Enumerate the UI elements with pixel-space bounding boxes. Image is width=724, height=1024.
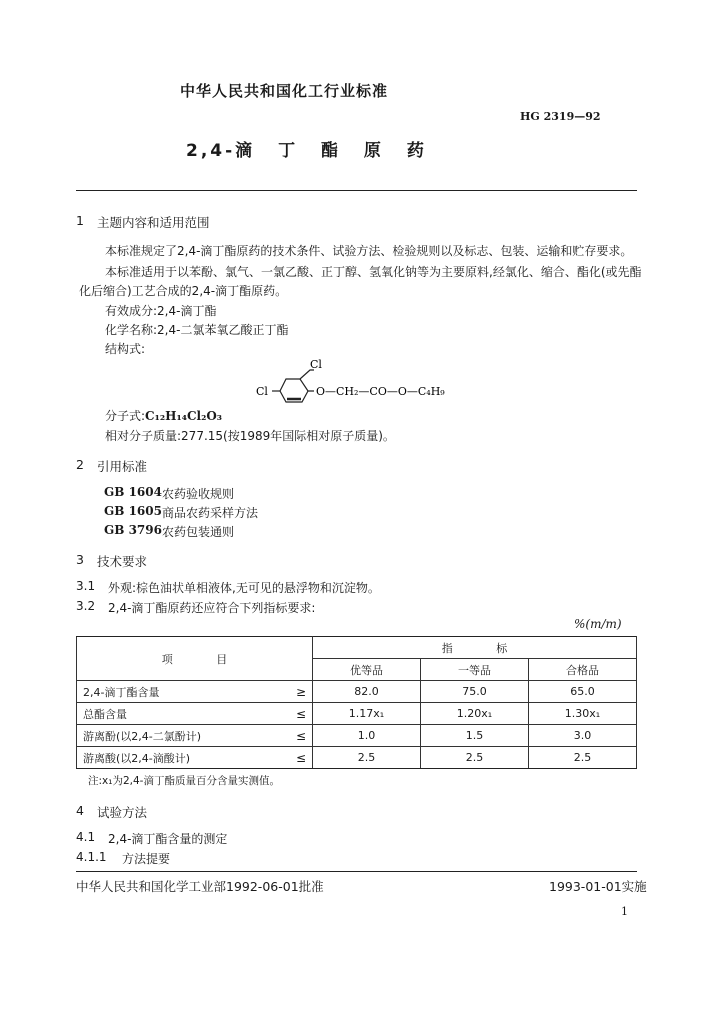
clause-3-1-number: 3.1 [76,579,96,593]
specification-table [76,636,637,769]
reference-title-2: 商品农药采样方法 [162,506,259,520]
row-name: 游离酚(以2,4-二氯酚计) [77,725,271,747]
section-4-number: 4 [76,803,84,818]
scope-paragraph-1: 本标准规定了2,4-滴丁酯原药的技术条件、试验方法、检验规则以及标志、包装、运输和贮存要求。 [105,244,633,258]
table-row [77,681,637,703]
grade-first: 一等品 [421,659,529,681]
row-name: 总酯含量 [77,703,271,725]
section-2-number: 2 [76,457,84,472]
formula-value: C₁₂H₁₄Cl₂O₃ [145,409,223,423]
reference-code-3: GB 3796 [104,523,162,537]
section-3-heading: 技术要求 [97,554,148,569]
unit-label: %(m/m) [574,617,622,631]
section-2-heading: 引用标准 [97,459,148,474]
scope-paragraph-2-line-1: 本标准适用于以苯酚、氯气、一氯乙酸、正丁醇、氢氧化钠等为主要原料,经氯化、缩合、酯化(或先酯 [105,265,642,279]
molecular-formula [105,407,222,424]
row-value-first: 1.20x₁ [421,703,529,725]
clause-4-1-1-text: 方法提要 [122,852,171,866]
row-value-qualified: 65.0 [529,681,637,703]
page-number: 1 [621,905,628,918]
row-name: 2,4-滴丁酯含量 [77,681,271,703]
grade-superior: 优等品 [313,659,421,681]
reference-title-1: 农药验收规则 [162,487,235,501]
row-symbol: ≤ [270,747,313,769]
benzene-ring [272,370,314,402]
chlorine-left-label: Cl [256,385,268,398]
molecular-weight: 相对分子质量:277.15(按1989年国际相对原子质量)。 [105,429,395,443]
active-ingredient: 有效成分:2,4-滴丁酯 [105,304,217,318]
clause-3-2-text: 2,4-滴丁酯原药还应符合下列指标要求: [108,601,316,615]
chlorine-top-label: Cl [310,358,322,371]
table-header-row [77,637,637,659]
structural-formula [250,352,490,408]
section-1-heading: 主题内容和适用范围 [97,215,210,230]
reference-code-1: GB 1604 [104,485,162,499]
approval-line: 中华人民共和国化学工业部1992-06-01批准 [76,879,324,894]
row-value-superior: 1.17x₁ [313,703,421,725]
clause-4-1-number: 4.1 [76,830,96,844]
document-title: 2,4-滴 丁 酯 原 药 [186,141,427,161]
side-chain-label: O—CH₂—CO—O—C₄H₉ [316,385,445,398]
row-value-first: 75.0 [421,681,529,703]
clause-4-1-1-number: 4.1.1 [76,850,107,864]
row-value-first: 2.5 [421,747,529,769]
table-row [77,725,637,747]
structure-label: 结构式: [105,342,146,356]
clause-4-1-text: 2,4-滴丁酯含量的测定 [108,832,228,846]
reference-code-2: GB 1605 [104,504,162,518]
header-item: 项 目 [77,637,313,681]
header-index: 指 标 [313,637,637,659]
row-name: 游离酸(以2,4-滴酸计) [77,747,271,769]
reference-title-3: 农药包装通则 [162,525,235,539]
grade-qualified: 合格品 [529,659,637,681]
row-symbol: ≤ [270,725,313,747]
row-symbol: ≤ [270,703,313,725]
formula-label: 分子式: [105,409,146,423]
row-value-qualified: 3.0 [529,725,637,747]
row-value-qualified: 2.5 [529,747,637,769]
section-1-number: 1 [76,213,84,228]
scope-paragraph-2-line-2: 化后缩合)工艺合成的2,4-滴丁酯原药。 [79,284,288,298]
table-note: 注:x₁为2,4-滴丁酯质量百分含量实测值。 [88,775,280,787]
row-symbol: ≥ [270,681,313,703]
row-value-first: 1.5 [421,725,529,747]
chemical-name: 化学名称:2,4-二氯苯氧乙酸正丁酯 [105,323,289,337]
standard-number: HG 2319—92 [520,110,601,123]
header-rule [76,190,637,191]
row-value-superior: 1.0 [313,725,421,747]
table-row [77,703,637,725]
org-title: 中华人民共和国化工行业标准 [180,82,389,100]
footer-rule [76,871,637,872]
clause-3-2-number: 3.2 [76,599,96,613]
row-value-qualified: 1.30x₁ [529,703,637,725]
section-3-number: 3 [76,552,84,567]
table-row [77,747,637,769]
clause-3-1-text: 外观:棕色油状单相液体,无可见的悬浮物和沉淀物。 [108,581,380,595]
row-value-superior: 82.0 [313,681,421,703]
row-value-superior: 2.5 [313,747,421,769]
effective-date: 1993-01-01实施 [549,879,647,894]
section-4-heading: 试验方法 [97,805,148,820]
